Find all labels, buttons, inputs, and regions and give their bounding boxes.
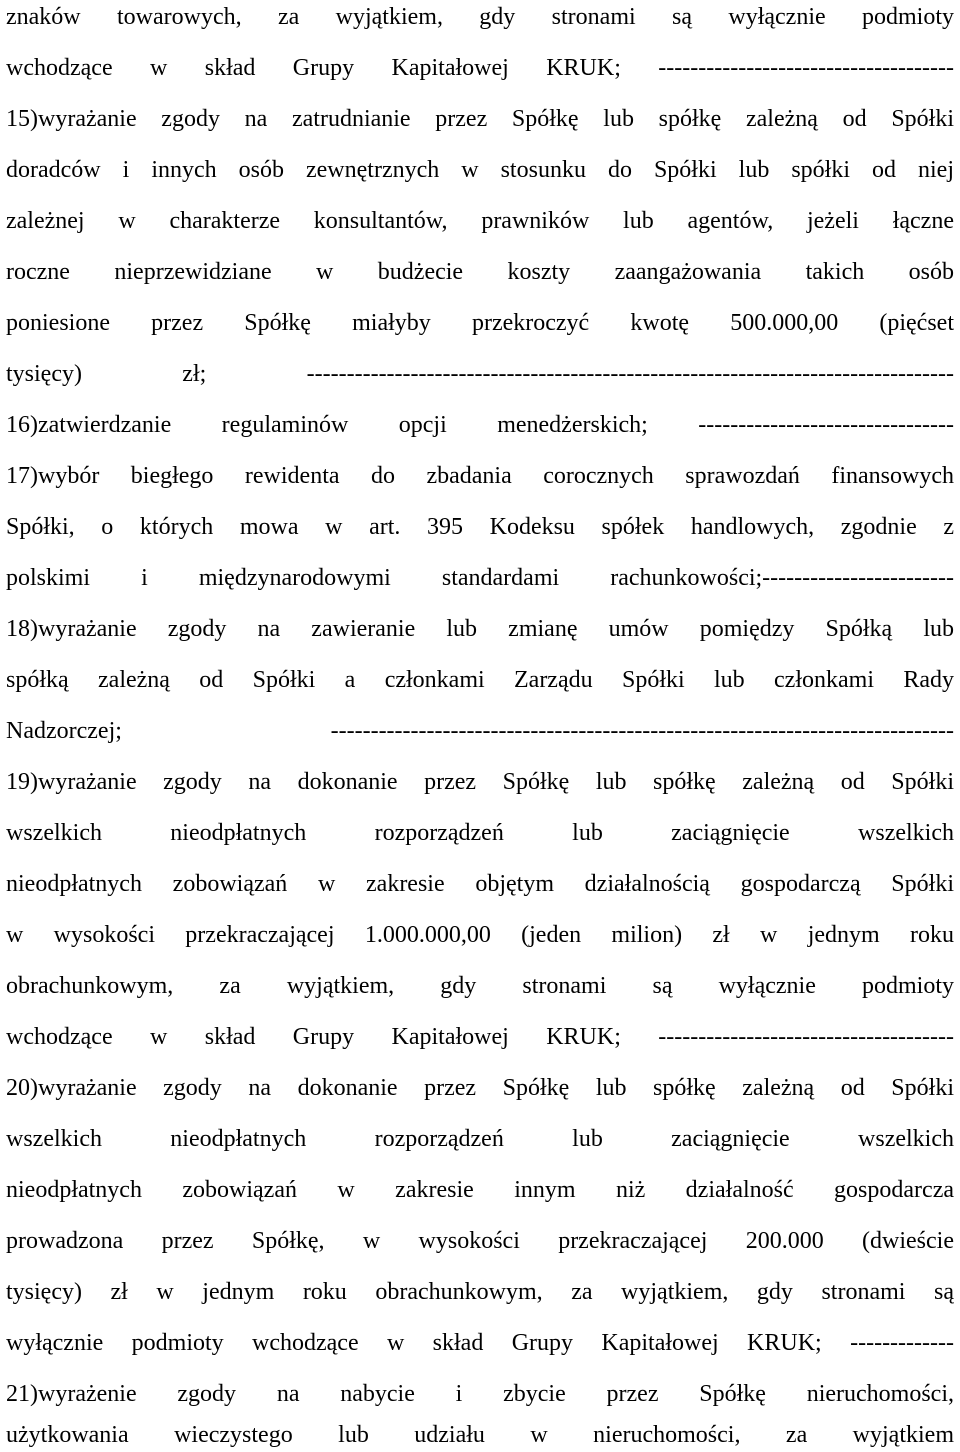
text-line: tysięcy) zł w jednym roku obrachunkowym, za wyjątkiem, gdy stronami są	[6, 1279, 954, 1305]
text-line: wszelkich nieodpłatnych rozporządzeń lub zaciągnięcie wszelkich	[6, 820, 954, 846]
text-line: Nadzorczej; ------------------------------------------------------------------------------	[6, 718, 954, 744]
text-line: nieodpłatnych zobowiązań w zakresie innym niż działalność gospodarcza	[6, 1177, 954, 1203]
text-line: 19)wyrażanie zgody na dokonanie przez Spółkę lub spółkę zależną od Spółki	[6, 769, 954, 795]
text-line: użytkowania wieczystego lub udziału w nieruchomości, za wyjątkiem	[6, 1422, 954, 1448]
text-line: Spółki, o których mowa w art. 395 Kodeksu spółek handlowych, zgodnie z	[6, 514, 954, 540]
text-line: wszelkich nieodpłatnych rozporządzeń lub zaciągnięcie wszelkich	[6, 1126, 954, 1152]
text-line: 17)wybór biegłego rewidenta do zbadania corocznych sprawozdań finansowych	[6, 463, 954, 489]
text-line: 16)zatwierdzanie regulaminów opcji menedżerskich; --------------------------------	[6, 412, 954, 438]
text-line: 15)wyrażanie zgody na zatrudnianie przez Spółkę lub spółkę zależną od Spółki	[6, 106, 954, 132]
text-line: 21)wyrażenie zgody na nabycie i zbycie przez Spółkę nieruchomości,	[6, 1381, 954, 1407]
text-line: w wysokości przekraczającej 1.000.000,00 (jeden milion) zł w jednym roku	[6, 922, 954, 948]
text-line: spółką zależną od Spółki a członkami Zarządu Spółki lub członkami Rady	[6, 667, 954, 693]
text-line: prowadzona przez Spółkę, w wysokości przekraczającej 200.000 (dwieście	[6, 1228, 954, 1254]
text-line: znaków towarowych, za wyjątkiem, gdy stronami są wyłącznie podmioty	[6, 4, 954, 30]
text-line: poniesione przez Spółkę miałyby przekroczyć kwotę 500.000,00 (pięćset	[6, 310, 954, 336]
text-line: 20)wyrażanie zgody na dokonanie przez Spółkę lub spółkę zależną od Spółki	[6, 1075, 954, 1101]
text-line: zależnej w charakterze konsultantów, prawników lub agentów, jeżeli łączne	[6, 208, 954, 234]
text-line: roczne nieprzewidziane w budżecie koszty zaangażowania takich osób	[6, 259, 954, 285]
text-line: wyłącznie podmioty wchodzące w skład Grupy Kapitałowej KRUK; -------------	[6, 1330, 954, 1356]
text-line: tysięcy) zł; ---------------------------------------------------------------------------------	[6, 361, 954, 387]
text-line: doradców i innych osób zewnętrznych w stosunku do Spółki lub spółki od niej	[6, 157, 954, 183]
text-line: 18)wyrażanie zgody na zawieranie lub zmianę umów pomiędzy Spółką lub	[6, 616, 954, 642]
text-line: polskimi i międzynarodowymi standardami rachunkowości;------------------------	[6, 565, 954, 591]
text-line: wchodzące w skład Grupy Kapitałowej KRUK; -------------------------------------	[6, 55, 954, 81]
text-line: obrachunkowym, za wyjątkiem, gdy stronami są wyłącznie podmioty	[6, 973, 954, 999]
text-line: wchodzące w skład Grupy Kapitałowej KRUK; -------------------------------------	[6, 1024, 954, 1050]
text-line: nieodpłatnych zobowiązań w zakresie objętym działalnością gospodarczą Spółki	[6, 871, 954, 897]
